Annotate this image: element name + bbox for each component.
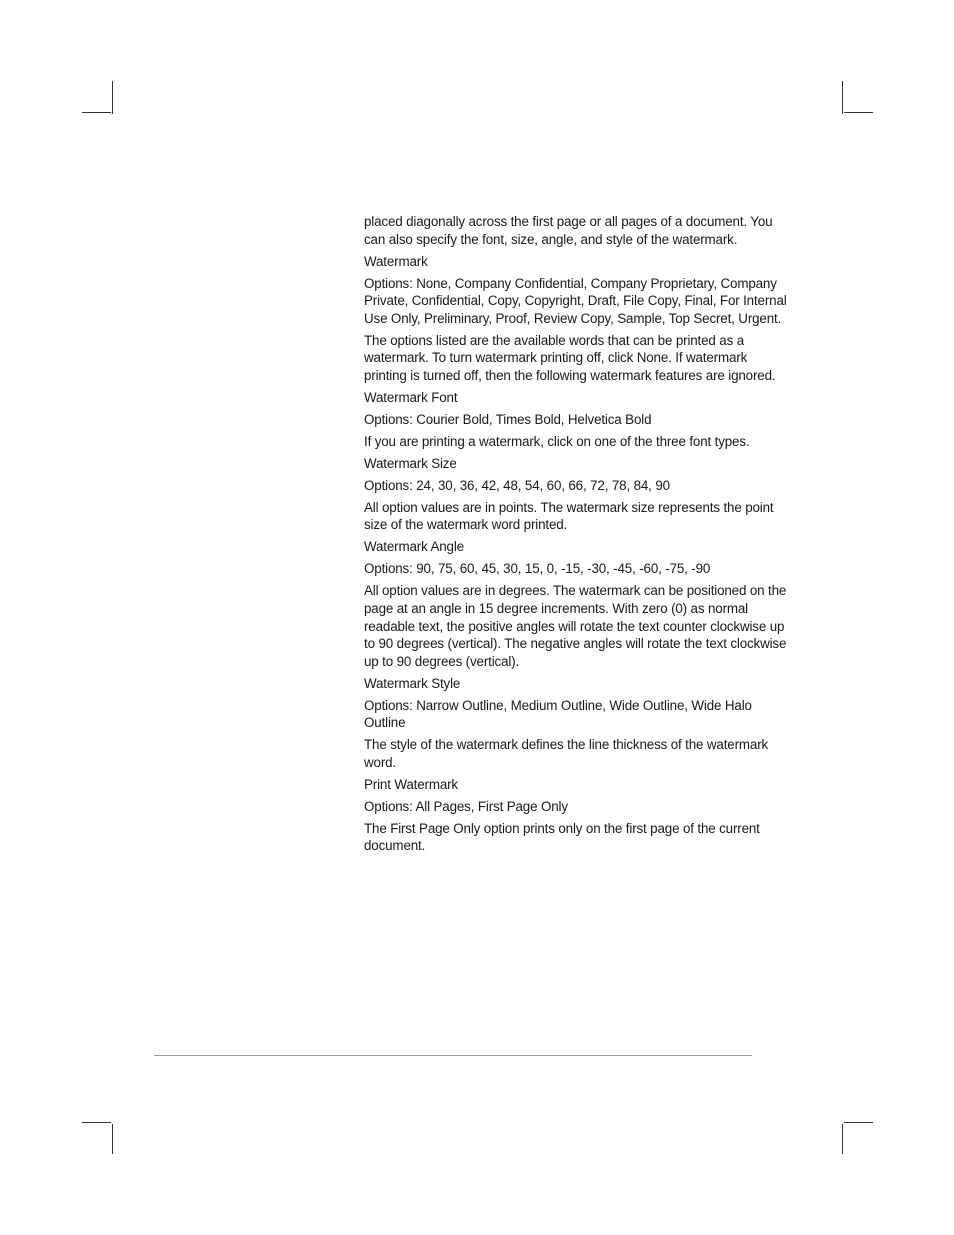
- watermark-size-description: All option values are in points. The watermark size represents the point size of the watermark word printed.: [364, 499, 774, 533]
- watermark-angle-heading: Watermark Angle: [364, 539, 464, 555]
- watermark-angle-description: All option values are in degrees. The watermark can be positioned on the page at an angle in 15 degree increments. With zero (0) as normal readable text, the positive angles will rotate the text counter clockwise up to 90 degrees (vertical). The negative angles will rotate the text clockwise up to 90 degrees (vertical).: [364, 583, 787, 669]
- crop-mark-top-right-horizontal: [844, 112, 873, 113]
- print-watermark-description: The First Page Only option prints only on the first page of the current document.: [364, 820, 760, 854]
- watermark-font-options: Options: Courier Bold, Times Bold, Helvetica Bold: [364, 411, 652, 427]
- watermark-angle-options: Options: 90, 75, 60, 45, 30, 15, 0, -15, -30, -45, -60, -75, -90: [364, 561, 711, 577]
- watermark-options: Options: None, Company Confidential, Company Proprietary, Company Private, Confidential, Copy, Copyright, Draft, File Copy, Final, For Internal Use Only, Preliminary, Proof, Review Copy, Sample, Top Secret, Urgent.: [364, 275, 787, 326]
- crop-mark-bottom-left-horizontal: [82, 1122, 111, 1123]
- crop-mark-top-left-vertical: [112, 81, 113, 114]
- watermark-font-heading: Watermark Font: [364, 389, 458, 405]
- watermark-heading: Watermark: [364, 253, 428, 269]
- watermark-size-options: Options: 24, 30, 36, 42, 48, 54, 60, 66, 72, 78, 84, 90: [364, 477, 670, 493]
- print-watermark-options: Options: All Pages, First Page Only: [364, 798, 568, 814]
- crop-mark-top-left-horizontal: [82, 112, 111, 113]
- footer-rule: [154, 1055, 752, 1056]
- watermark-style-heading: Watermark Style: [364, 675, 461, 691]
- watermark-style-options: Options: Narrow Outline, Medium Outline, Wide Outline, Wide Halo Outline: [364, 697, 752, 731]
- intro-paragraph: placed diagonally across the first page or all pages of a document. You can also specify the font, size, angle, and style of the watermark.: [364, 214, 773, 247]
- print-watermark-heading: Print Watermark: [364, 776, 458, 792]
- watermark-size-heading: Watermark Size: [364, 455, 457, 471]
- watermark-description: The options listed are the available words that can be printed as a watermark. To turn watermark printing off, click None. If watermark printing is turned off, then the following watermark features are ignored.: [364, 332, 776, 383]
- crop-mark-bottom-left-vertical: [112, 1124, 113, 1154]
- page-body: [364, 213, 788, 859]
- crop-mark-top-right-vertical: [842, 81, 843, 114]
- crop-mark-bottom-right-horizontal: [844, 1122, 873, 1123]
- watermark-style-description: The style of the watermark defines the line thickness of the watermark word.: [364, 737, 769, 770]
- watermark-font-description: If you are printing a watermark, click on one of the three font types.: [364, 433, 750, 449]
- crop-mark-bottom-right-vertical: [842, 1124, 843, 1154]
